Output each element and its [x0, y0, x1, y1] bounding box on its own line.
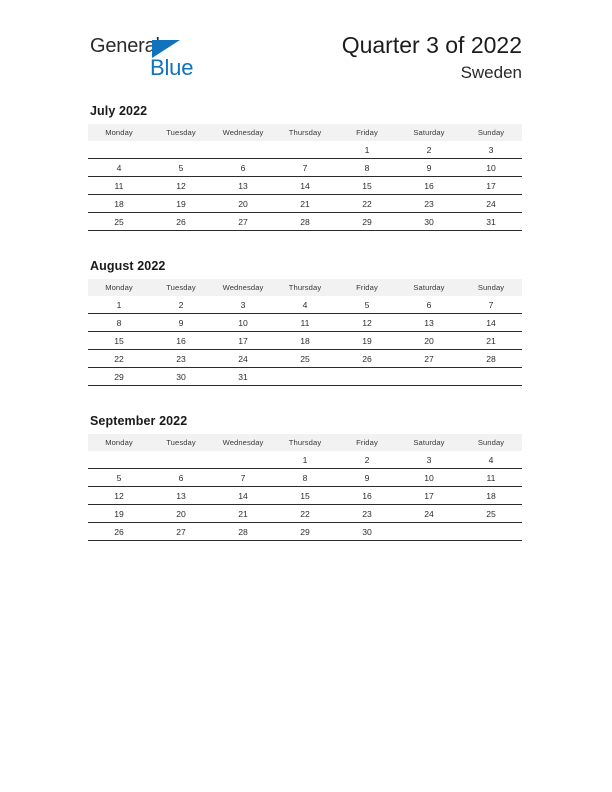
day-cell[interactable]: [274, 141, 336, 159]
week-row: [88, 141, 522, 159]
day-cell[interactable]: 26: [150, 213, 212, 231]
day-cell[interactable]: 8: [274, 469, 336, 487]
day-cell[interactable]: 14: [460, 314, 522, 332]
week-row: [88, 487, 522, 505]
weekday-header-cell: Friday: [336, 124, 398, 141]
day-cell[interactable]: 19: [150, 195, 212, 213]
generalblue-logo[interactable]: [88, 34, 288, 88]
week-row: [88, 469, 522, 487]
day-cell[interactable]: 12: [150, 177, 212, 195]
day-cell[interactable]: 4: [88, 159, 150, 177]
day-cell[interactable]: 27: [212, 213, 274, 231]
day-cell[interactable]: 15: [274, 487, 336, 505]
day-cell[interactable]: [398, 368, 460, 386]
day-cell[interactable]: 5: [88, 469, 150, 487]
day-cell[interactable]: 16: [150, 332, 212, 350]
day-cell[interactable]: 5: [364, 299, 370, 310]
day-cell[interactable]: 13: [398, 314, 460, 332]
month-block: [88, 414, 522, 541]
day-cell[interactable]: [150, 451, 212, 469]
day-cell[interactable]: 10: [212, 314, 274, 332]
day-cell[interactable]: 3: [240, 299, 246, 310]
day-cell[interactable]: [150, 141, 212, 159]
day-cell[interactable]: 11: [88, 177, 150, 195]
day-cell[interactable]: 8: [336, 159, 398, 177]
weekday-header-cell: Sunday: [460, 124, 522, 141]
weekday-header-cell: Sunday: [460, 279, 522, 296]
day-cell[interactable]: 7: [274, 159, 336, 177]
day-cell[interactable]: 1: [116, 299, 122, 310]
week-row: [88, 332, 522, 350]
day-cell[interactable]: 14: [274, 177, 336, 195]
page-subtitle: Sweden: [460, 63, 522, 82]
title-block: [342, 30, 522, 85]
weekday-header-cell: Monday: [88, 434, 150, 451]
month-block: [88, 259, 522, 386]
weekday-header-cell: Sunday: [460, 434, 522, 451]
weekday-header-cell: Thursday: [274, 124, 336, 141]
day-cell[interactable]: 9: [398, 159, 460, 177]
day-cell[interactable]: 31: [212, 368, 274, 386]
day-cell[interactable]: 27: [398, 350, 460, 368]
day-cell[interactable]: 30: [398, 213, 460, 231]
weekday-header-cell: Saturday: [398, 279, 460, 296]
day-cell[interactable]: 14: [212, 487, 274, 505]
weekday-header-row: [88, 434, 522, 451]
day-cell[interactable]: 9: [336, 469, 398, 487]
day-cell[interactable]: 13: [212, 177, 274, 195]
day-cell[interactable]: 10: [398, 469, 460, 487]
week-row: [88, 451, 522, 469]
day-cell[interactable]: 27: [150, 523, 212, 541]
day-cell[interactable]: 22: [274, 505, 336, 523]
weekday-header-row: [88, 124, 522, 141]
day-cell[interactable]: 28: [212, 523, 274, 541]
month-calendar-table: [88, 434, 522, 541]
day-cell[interactable]: 15: [336, 177, 398, 195]
month-calendar-table: [88, 124, 522, 231]
logo-text-blue: Blue: [150, 55, 194, 80]
day-cell[interactable]: 6: [426, 299, 432, 310]
day-cell[interactable]: 17: [212, 332, 274, 350]
day-cell[interactable]: 6: [150, 469, 212, 487]
month-title: July 2022: [90, 104, 148, 118]
day-cell[interactable]: 17: [398, 487, 460, 505]
week-row: [88, 195, 522, 213]
day-cell[interactable]: [398, 523, 460, 541]
weekday-header-cell: Tuesday: [150, 279, 212, 296]
day-cell[interactable]: 30: [150, 368, 212, 386]
day-cell[interactable]: 21: [460, 332, 522, 350]
week-row: [88, 314, 522, 332]
day-cell[interactable]: 7: [212, 469, 274, 487]
day-cell[interactable]: 30: [336, 523, 398, 541]
day-cell[interactable]: 1: [364, 144, 370, 155]
day-cell[interactable]: [460, 368, 522, 386]
week-row: [88, 177, 522, 195]
day-cell[interactable]: [212, 451, 274, 469]
week-row: [88, 505, 522, 523]
day-cell[interactable]: 23: [398, 195, 460, 213]
weekday-header-cell: Thursday: [274, 434, 336, 451]
logo-text-general: General: [90, 35, 160, 57]
day-cell[interactable]: 2: [364, 454, 370, 465]
weekday-header-cell: Wednesday: [212, 279, 274, 296]
day-cell[interactable]: 11: [460, 469, 522, 487]
day-cell[interactable]: 8: [88, 314, 150, 332]
weekday-header-cell: Monday: [88, 124, 150, 141]
day-cell[interactable]: 28: [460, 350, 522, 368]
page-header: [88, 30, 522, 92]
weekday-header-cell: Saturday: [398, 434, 460, 451]
weekday-header-cell: Monday: [88, 279, 150, 296]
day-cell[interactable]: 18: [274, 332, 336, 350]
day-cell[interactable]: 6: [212, 159, 274, 177]
week-row: [88, 368, 522, 386]
day-cell[interactable]: 31: [460, 213, 522, 231]
weekday-header-cell: Wednesday: [212, 124, 274, 141]
day-cell[interactable]: [88, 141, 150, 159]
weekday-header-cell: Tuesday: [150, 124, 212, 141]
day-cell[interactable]: [336, 368, 398, 386]
week-row: [88, 213, 522, 231]
day-cell[interactable]: 3: [426, 454, 432, 465]
week-row: [88, 523, 522, 541]
day-cell[interactable]: 5: [150, 159, 212, 177]
week-row: [88, 159, 522, 177]
day-cell[interactable]: 24: [460, 195, 522, 213]
day-cell[interactable]: 9: [150, 314, 212, 332]
day-cell[interactable]: 26: [88, 523, 150, 541]
day-cell[interactable]: 20: [212, 195, 274, 213]
day-cell[interactable]: 12: [88, 487, 150, 505]
weekday-header-cell: Friday: [336, 434, 398, 451]
day-cell[interactable]: 20: [398, 332, 460, 350]
day-cell[interactable]: 2: [178, 299, 184, 310]
weekday-header-row: [88, 279, 522, 296]
month-calendar-table: [88, 279, 522, 386]
day-cell[interactable]: 21: [274, 195, 336, 213]
day-cell[interactable]: 29: [274, 523, 336, 541]
month-title: August 2022: [90, 259, 166, 273]
day-cell[interactable]: 4: [302, 299, 308, 310]
day-cell[interactable]: 11: [274, 314, 336, 332]
day-cell[interactable]: 16: [336, 487, 398, 505]
day-cell[interactable]: 19: [88, 505, 150, 523]
day-cell[interactable]: 25: [460, 505, 522, 523]
day-cell[interactable]: 7: [488, 299, 494, 310]
weekday-header-cell: Friday: [336, 279, 398, 296]
day-cell[interactable]: 19: [336, 332, 398, 350]
day-cell[interactable]: [88, 451, 150, 469]
day-cell[interactable]: 18: [460, 487, 522, 505]
day-cell[interactable]: 18: [88, 195, 150, 213]
month-block: [88, 104, 522, 231]
day-cell[interactable]: 22: [88, 350, 150, 368]
day-cell[interactable]: 12: [336, 314, 398, 332]
day-cell[interactable]: 10: [460, 159, 522, 177]
day-cell[interactable]: 15: [88, 332, 150, 350]
day-cell[interactable]: 13: [150, 487, 212, 505]
day-cell[interactable]: [460, 523, 522, 541]
weekday-header-cell: Thursday: [274, 279, 336, 296]
day-cell[interactable]: [212, 141, 274, 159]
month-title: September 2022: [90, 414, 188, 428]
weekday-header-cell: Tuesday: [150, 434, 212, 451]
day-cell[interactable]: 29: [88, 368, 150, 386]
day-cell[interactable]: 17: [460, 177, 522, 195]
day-cell[interactable]: 21: [212, 505, 274, 523]
weekday-header-cell: Wednesday: [212, 434, 274, 451]
day-cell[interactable]: 1: [302, 454, 308, 465]
day-cell[interactable]: 28: [274, 213, 336, 231]
day-cell[interactable]: 4: [488, 454, 494, 465]
day-cell[interactable]: 25: [88, 213, 150, 231]
week-row: [88, 350, 522, 368]
day-cell[interactable]: 16: [398, 177, 460, 195]
day-cell[interactable]: 3: [488, 144, 494, 155]
day-cell[interactable]: 25: [274, 350, 336, 368]
day-cell[interactable]: 24: [212, 350, 274, 368]
page-title: Quarter 3 of 2022: [341, 32, 522, 58]
day-cell[interactable]: 20: [150, 505, 212, 523]
day-cell[interactable]: 26: [336, 350, 398, 368]
day-cell[interactable]: [274, 368, 336, 386]
week-row: [88, 296, 522, 314]
day-cell[interactable]: 23: [150, 350, 212, 368]
day-cell[interactable]: 23: [336, 505, 398, 523]
weekday-header-cell: Saturday: [398, 124, 460, 141]
day-cell[interactable]: 2: [426, 144, 432, 155]
day-cell[interactable]: 24: [398, 505, 460, 523]
day-cell[interactable]: 22: [336, 195, 398, 213]
day-cell[interactable]: 29: [336, 213, 398, 231]
